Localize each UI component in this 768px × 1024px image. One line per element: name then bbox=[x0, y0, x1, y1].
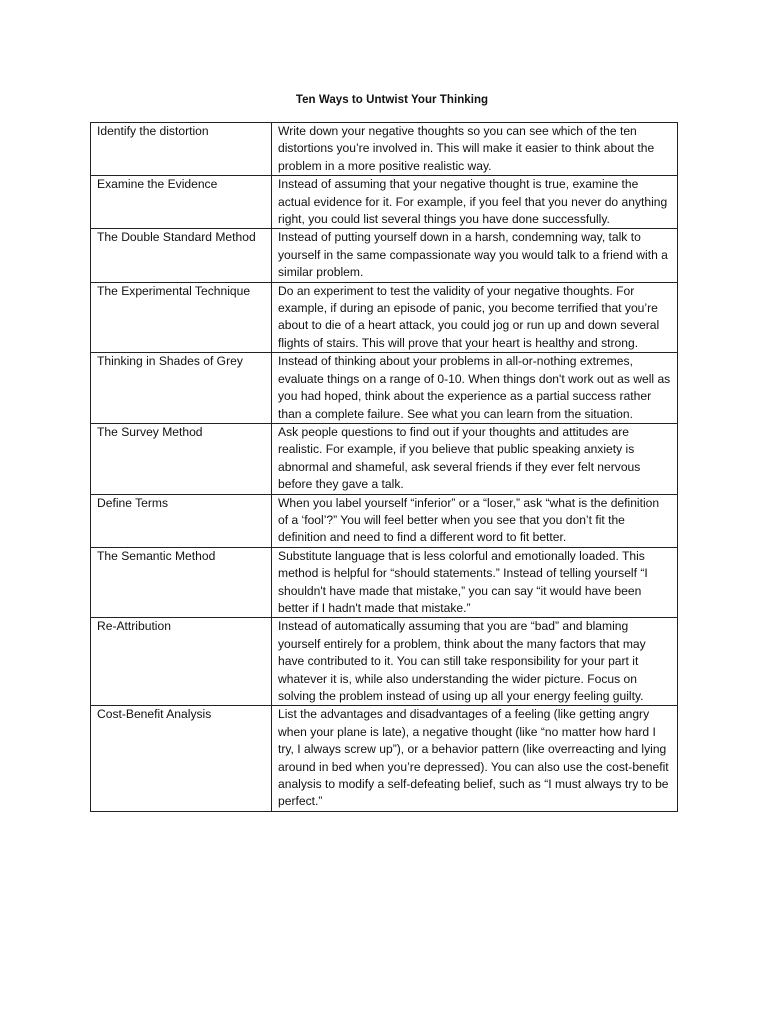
method-name-cell: The Semantic Method bbox=[91, 547, 272, 618]
method-name-cell: Re-Attribution bbox=[91, 618, 272, 706]
table-row bbox=[91, 353, 678, 424]
table-row bbox=[91, 494, 678, 547]
table-row bbox=[91, 423, 678, 494]
table-row bbox=[91, 618, 678, 706]
table-row bbox=[91, 176, 678, 229]
method-name-cell: Cost-Benefit Analysis bbox=[91, 706, 272, 811]
table-row bbox=[91, 123, 678, 176]
table-row bbox=[91, 229, 678, 282]
method-description-cell: Substitute language that is less colorful and emotionally loaded. This method is helpful for “should statements.” Instead of telling yourself “I shouldn't have made that mistake,” you can say “it would have been better if I hadn't made that mistake.” bbox=[272, 547, 678, 618]
method-description-cell: When you label yourself “inferior” or a “loser,” ask “what is the definition of a ‘fool’?” You will feel better when you see that you don’t fit the definition and need to find a different word to fit better. bbox=[272, 494, 678, 547]
method-description-cell: Do an experiment to test the validity of your negative thoughts. For example, if during an episode of panic, you become terrified that you’re about to die of a heart attack, you could jog or run up and down several flights of stairs. This will prove that your heart is healthy and strong. bbox=[272, 282, 678, 353]
method-name-cell: Thinking in Shades of Grey bbox=[91, 353, 272, 424]
method-description-cell: List the advantages and disadvantages of a feeling (like getting angry when your plane is late), a negative thought (like “no matter how hard I try, I always screw up”), or a behavior pattern (like overreacting and lying around in bed when you’re depressed). You can also use the cost-benefit analysis to modify a self-defeating belief, such as “I must always try to be perfect.” bbox=[272, 706, 678, 811]
document-title: Ten Ways to Untwist Your Thinking bbox=[295, 94, 489, 106]
table-row bbox=[91, 706, 678, 811]
method-description-cell: Ask people questions to find out if your thoughts and attitudes are realistic. For example, if you believe that public speaking anxiety is abnormal and shameful, ask several friends if they ever felt nervous before they gave a talk. bbox=[272, 423, 678, 494]
method-description-cell: Instead of assuming that your negative thought is true, examine the actual evidence for it. For example, if you feel that you never do anything right, you could list several things you have done successfully. bbox=[272, 176, 678, 229]
method-description-cell: Instead of putting yourself down in a harsh, condemning way, talk to yourself in the same compassionate way you would talk to a friend with a similar problem. bbox=[272, 229, 678, 282]
method-description-cell: Instead of thinking about your problems in all-or-nothing extremes, evaluate things on a range of 0-10. When things don't work out as well as you had hoped, think about the experience as a partial success rather than a complete failure. See what you can learn from the situation. bbox=[272, 353, 678, 424]
method-name-cell: Examine the Evidence bbox=[91, 176, 272, 229]
method-name-cell: The Survey Method bbox=[91, 423, 272, 494]
method-description-cell: Instead of automatically assuming that you are “bad” and blaming yourself entirely for a problem, think about the many factors that may have contributed to it. You can still take responsibility for your part it whatever it is, while also understanding the wider picture. Focus on solving the problem instead of using up all your energy feeling guilty. bbox=[272, 618, 678, 706]
method-name-cell: Identify the distortion bbox=[91, 123, 272, 176]
method-name-cell: The Double Standard Method bbox=[91, 229, 272, 282]
method-name-cell: The Experimental Technique bbox=[91, 282, 272, 353]
table-row bbox=[91, 282, 678, 353]
method-name-cell: Define Terms bbox=[91, 494, 272, 547]
methods-table bbox=[90, 122, 678, 812]
method-description-cell: Write down your negative thoughts so you can see which of the ten distortions you’re involved in. This will make it easier to think about the problem in a more positive realistic way. bbox=[272, 123, 678, 176]
table-row bbox=[91, 547, 678, 618]
